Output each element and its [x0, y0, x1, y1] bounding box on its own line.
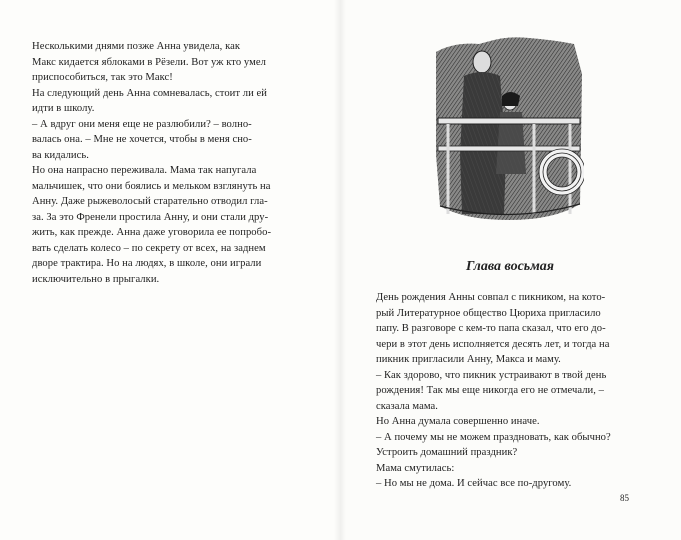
text-line: Мама смутилась: [376, 462, 455, 474]
text-line: вать сделать колесо – по секрету от всех, на заднем [32, 242, 266, 254]
text-line: Анну. Даже рыжеволосый старательно отводил гла- [32, 196, 268, 207]
text-line: за. За это Френели простила Анну, и они стали дру- [32, 211, 269, 223]
text-line: Но Анна думала совершенно иначе. [376, 416, 540, 427]
text-line: приспособиться, так это Макс! [32, 72, 173, 83]
text-line: мальчишек, что они боялись и мельком взглянуть на [32, 180, 271, 192]
book-gutter [334, 0, 346, 540]
text-line: жить, как прежде. Анна даже уговорила ее попробо- [32, 227, 272, 238]
text-line: Но она напрасно переживала. Мама так напугала [32, 165, 257, 176]
right-page-text [376, 290, 644, 492]
text-line: – А вдруг они меня еще не разлюбили? – волно- [32, 118, 252, 130]
text-line: Устроить домашний праздник? [376, 447, 518, 458]
text-line: рождения! Так мы еще никогда его не отмечали, – [376, 385, 605, 396]
text-line: валась она. – Мне не хочется, чтобы в меня сно- [32, 134, 252, 145]
chapter-title: Глава восьмая [465, 259, 555, 274]
text-line: папу. В разговоре с кем-то папа сказал, что его до- [376, 323, 606, 334]
text-line: идти в школу. [32, 103, 95, 114]
text-line: чери в этот день исполняется десять лет, и тогда на [376, 338, 610, 350]
text-line: сказала мама. [376, 400, 438, 412]
text-line: исключительно в прыгалки. [32, 273, 160, 285]
left-page [0, 0, 340, 540]
page-number: 85 [620, 493, 629, 503]
text-line: ва кидались. [32, 149, 89, 161]
text-line: – Как здорово, что пикник устраивают в твой день [376, 369, 607, 381]
text-line: Несколькими днями позже Анна увидела, как [32, 41, 241, 52]
text-line: На следующий день Анна сомневалась, стоит ли ей [32, 87, 267, 99]
text-line: дворе трактира. Но на людях, в школе, они играли [32, 258, 262, 269]
left-page-text [32, 39, 324, 287]
text-line: рый Литературное общество Цюриха пригласило [376, 307, 601, 319]
text-line: пикник пригласили Анну, Макса и маму. [376, 354, 561, 365]
text-line: Макс кидается яблоками в Рёзели. Вот уж кто умел [32, 56, 266, 68]
text-line: – А почему мы не можем праздновать, как обычно? [376, 431, 611, 443]
text-line: – Но мы не дома. И сейчас все по-другому. [376, 478, 572, 489]
text-line: День рождения Анны совпал с пикником, на кото- [376, 292, 606, 303]
chapter-illustration [434, 34, 584, 222]
